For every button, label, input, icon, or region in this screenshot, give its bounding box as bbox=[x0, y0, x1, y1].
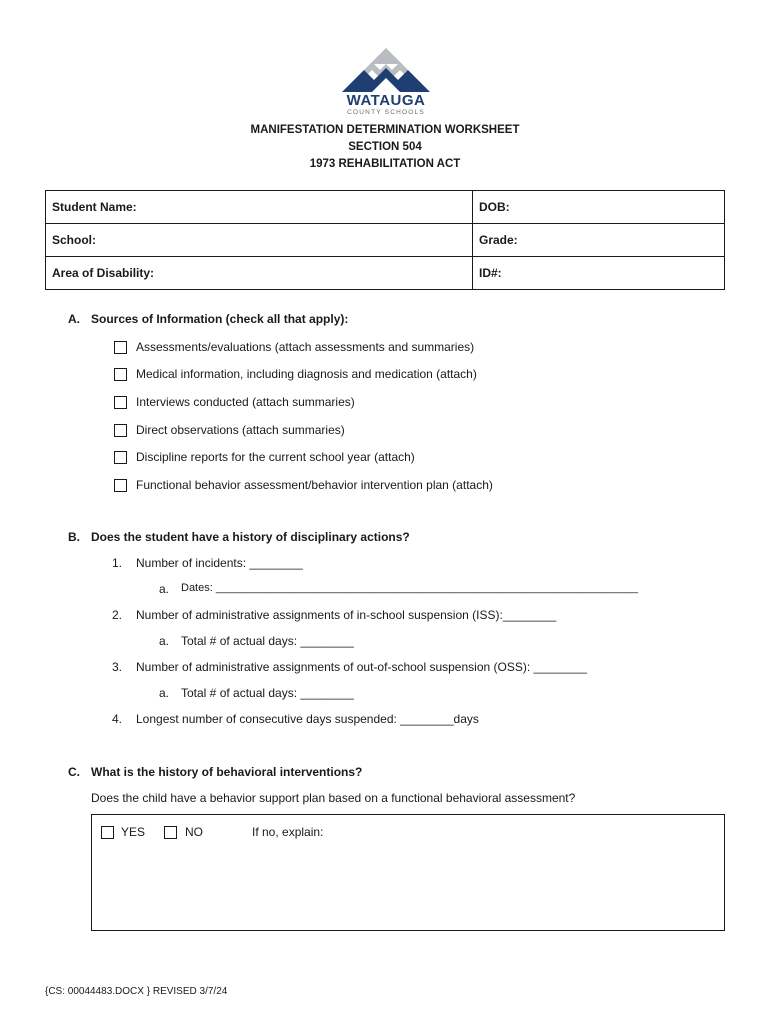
title-line-2: SECTION 504 bbox=[348, 141, 422, 153]
checkbox-interviews[interactable] bbox=[114, 396, 127, 409]
checkbox-assessments[interactable] bbox=[114, 341, 127, 354]
checkbox-label-direct-observations: Direct observations (attach summaries) bbox=[136, 423, 345, 437]
checkbox-label-fba-bip: Functional behavior assessment/behavior intervention plan (attach) bbox=[136, 478, 493, 492]
section-c-letter: C. bbox=[68, 765, 80, 779]
yes-checkbox[interactable] bbox=[101, 826, 114, 839]
logo-name: WATAUGA bbox=[346, 92, 426, 109]
item-letter: a. bbox=[159, 582, 170, 596]
checkbox-discipline-reports[interactable] bbox=[114, 451, 127, 464]
no-checkbox[interactable] bbox=[164, 826, 177, 839]
yes-label: YES bbox=[121, 825, 146, 839]
section-c-title: What is the history of behavioral interventions? bbox=[91, 765, 363, 779]
item-number: 1. bbox=[112, 556, 123, 570]
checkbox-direct-observations[interactable] bbox=[114, 424, 127, 437]
incidents-line[interactable]: Number of incidents: ________ bbox=[136, 556, 303, 570]
checkbox-fba-bip[interactable] bbox=[114, 479, 127, 492]
dob-field[interactable]: DOB: bbox=[473, 191, 725, 224]
table-row bbox=[46, 191, 725, 224]
iss-total-days-line[interactable]: Total # of actual days: ________ bbox=[181, 634, 354, 648]
student-name-field[interactable]: Student Name: bbox=[46, 191, 473, 224]
id-field[interactable]: ID#: bbox=[473, 257, 725, 290]
title-line-1: MANIFESTATION DETERMINATION WORKSHEET bbox=[250, 124, 520, 136]
item-number: 4. bbox=[112, 712, 123, 726]
section-a-letter: A. bbox=[68, 312, 80, 326]
item-number: 3. bbox=[112, 660, 123, 674]
longest-suspension-line[interactable]: Longest number of consecutive days suspended: ________days bbox=[136, 712, 479, 726]
area-of-disability-field[interactable]: Area of Disability: bbox=[46, 257, 473, 290]
checkbox-label-assessments: Assessments/evaluations (attach assessments and summaries) bbox=[136, 340, 475, 354]
item-letter: a. bbox=[159, 686, 170, 700]
oss-assignments-line[interactable]: Number of administrative assignments of out-of-school suspension (OSS): ________ bbox=[136, 660, 587, 674]
dates-line[interactable]: Dates: _____________________________________________________________________ bbox=[181, 582, 638, 594]
item-letter: a. bbox=[159, 634, 170, 648]
section-b-letter: B. bbox=[68, 530, 80, 544]
item-number: 2. bbox=[112, 608, 123, 622]
checkbox-label-discipline-reports: Discipline reports for the current school year (attach) bbox=[136, 450, 415, 464]
document-footer: {CS: 00044483.DOCX } REVISED 3/7/24 bbox=[45, 986, 228, 997]
checkbox-medical-info[interactable] bbox=[114, 368, 127, 381]
behavior-plan-question: Does the child have a behavior support plan based on a functional behavioral assessment? bbox=[91, 791, 576, 805]
title-line-3: 1973 REHABILITATION ACT bbox=[309, 158, 461, 170]
iss-assignments-line[interactable]: Number of administrative assignments of in-school suspension (ISS):________ bbox=[136, 608, 557, 622]
section-b-title: Does the student have a history of disciplinary actions? bbox=[91, 530, 410, 544]
table-row bbox=[46, 224, 725, 257]
student-info-table bbox=[45, 190, 725, 290]
no-label: NO bbox=[185, 825, 203, 839]
section-a-title: Sources of Information (check all that apply): bbox=[91, 312, 349, 326]
checkbox-label-interviews: Interviews conducted (attach summaries) bbox=[136, 395, 355, 409]
table-row bbox=[46, 257, 725, 290]
if-no-explain-label: If no, explain: bbox=[252, 825, 324, 839]
logo-subname: COUNTY SCHOOLS bbox=[347, 109, 425, 116]
school-field[interactable]: School: bbox=[46, 224, 473, 257]
oss-total-days-line[interactable]: Total # of actual days: ________ bbox=[181, 686, 354, 700]
checkbox-label-medical-info: Medical information, including diagnosis and medication (attach) bbox=[136, 367, 477, 381]
grade-field[interactable]: Grade: bbox=[473, 224, 725, 257]
